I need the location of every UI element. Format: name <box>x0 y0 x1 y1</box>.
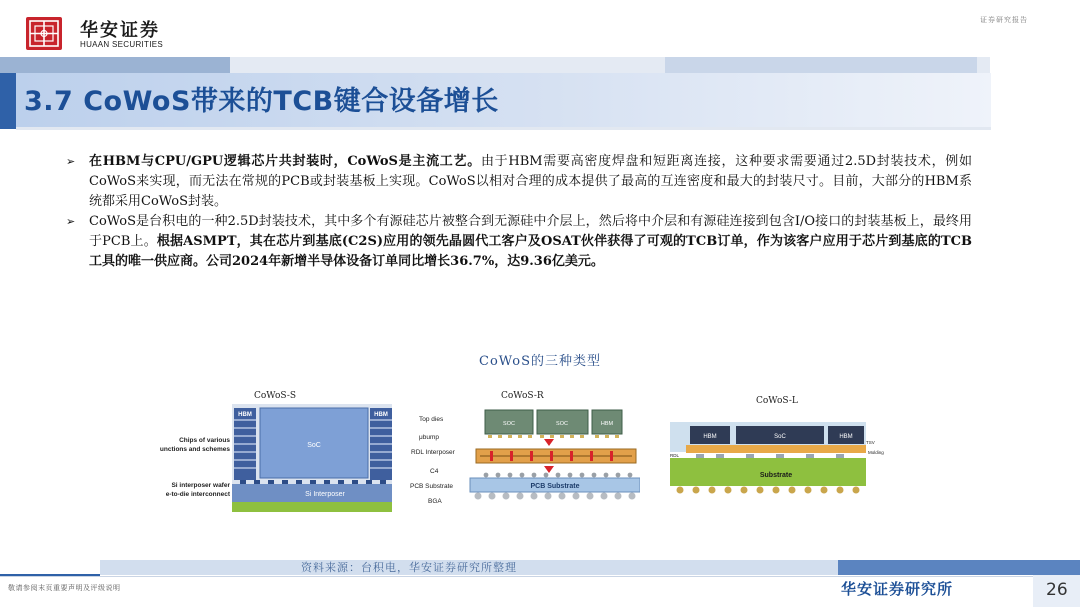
bullet-1-body: 由于HBM需要高密度焊盘和短距离连接，这种要求需要通过2.5D封装技术，例如CoWoS来实现，而无法在常规的PCB或封装基板上实现。CoWoS以相对合理的成本提供了最高的互连密度和最大的封装尺寸。目前，大部分的HBM系统都采用CoWoS封装。 <box>89 154 972 209</box>
cowos-r-label-ubump: μbump <box>419 434 440 441</box>
cowos-s-interposer-label: Si Interposer <box>305 491 345 498</box>
cowos-s-hbm-left-label: HBM <box>238 412 252 418</box>
cowos-l-hbm-left: HBM <box>703 434 717 440</box>
footer-brand: 华安证券研究所 <box>841 580 954 598</box>
bullet-2-body: CoWoS是台积电的一种2.5D封装技术，其中多个有源硅芯片被整合到无源硅中介层上，然后将中介层和有源硅连接到包含I/O接口的封装基板上，最终用于PCB上。 <box>89 214 972 249</box>
company-name-cn: 华安证券 <box>80 20 160 41</box>
header-band-accent-right <box>665 57 977 73</box>
bullet-arrow-icon: ➢ <box>66 215 76 228</box>
title-accent-bar <box>0 73 16 129</box>
cowos-r-label-pcb: PCB Substrate <box>410 483 453 490</box>
bullet-2-highlight: 根据ASMPT，其在芯片到基底(C2S)应用的领先晶圆代工客户及OSAT伙伴获得了可观的TCB订单，作为该客户应用于芯片到基底的TCB工具的唯一供应商。公司2024年新增半导体设备订单同比增长36.7%，达9.36亿美元。 <box>89 234 972 269</box>
cowos-s-diagram <box>160 404 392 512</box>
cowos-r-die-hbm: HBM <box>600 421 614 427</box>
cowos-l-soc: SoC <box>774 434 786 440</box>
cowos-r-label-bga: BGA <box>428 498 442 505</box>
arrow-down-icon <box>544 439 554 446</box>
footer-divider <box>0 576 1080 577</box>
cowos-s-note-wafer: Si interposer wafer <box>171 482 230 489</box>
panel-label-cowos-r: CoWoS-R <box>501 391 544 401</box>
cowos-l-hbm-right: HBM <box>839 434 853 440</box>
footer-brand-bar <box>838 560 1080 575</box>
cowos-r-pcb-label: PCB Substrate <box>530 483 580 490</box>
footer-disclaimer: 敬请参阅末页重要声明及评级说明 <box>8 584 121 592</box>
bullet-item-1 <box>66 152 972 212</box>
cowos-r-diagram <box>410 404 640 508</box>
arrow-down-icon <box>544 466 554 473</box>
bullet-list <box>66 152 972 272</box>
cowos-r-die-soc-1: SOC <box>503 421 515 427</box>
cowos-l-substrate-label: Substrate <box>759 472 793 479</box>
cowos-s-soc-label: SoC <box>307 442 321 449</box>
cowos-r-die-soc-2: SOC <box>556 421 568 427</box>
cowos-l-molding-label: Molding <box>868 450 884 455</box>
bullet-1-highlight: 在HBM与CPU/GPU逻辑芯片共封装时，CoWoS是主流工艺。 <box>89 154 481 169</box>
cowos-s-note-chips: Chips of various <box>179 437 230 444</box>
cowos-r-label-c4: C4 <box>430 468 439 475</box>
header-band-accent-left <box>0 57 230 73</box>
cowos-l-diagram <box>666 420 888 500</box>
cowos-r-top-dies <box>485 410 622 434</box>
title-panel-shadow <box>16 127 991 130</box>
panel-label-cowos-l: CoWoS-L <box>756 396 798 406</box>
cowos-r-label-top-dies: Top dies <box>419 416 444 423</box>
cowos-s-note-chips-2: unctions and schemes <box>160 446 230 453</box>
bullet-arrow-icon: ➢ <box>66 155 76 168</box>
cowos-s-note-wafer-2: e-to-die interconnect <box>165 491 230 498</box>
page-title: 3.7 CoWoS带来的TCB键合设备增长 <box>24 86 499 117</box>
bullet-item-2 <box>66 212 972 272</box>
page-number: 26 <box>1046 580 1068 600</box>
cowos-r-label-rdl: RDL Interposer <box>411 449 455 456</box>
company-logo-icon <box>26 17 62 50</box>
figure-title: CoWoS的三种类型 <box>479 354 601 369</box>
source-note: 资料来源：台积电，华安证券研究所整理 <box>301 561 517 574</box>
cowos-l-rdl-label: RDL <box>670 453 680 458</box>
cowos-l-tsv-label: TSV <box>866 440 875 445</box>
cowos-s-hbm-right-label: HBM <box>374 412 388 418</box>
cowos-s-hbm-left <box>234 408 256 480</box>
report-type-tag: 证券研究报告 <box>980 16 1028 24</box>
cowos-s-hbm-right <box>370 408 392 480</box>
panel-label-cowos-s: CoWoS-S <box>254 391 297 401</box>
company-name-en: HUAAN SECURITIES <box>80 40 164 49</box>
